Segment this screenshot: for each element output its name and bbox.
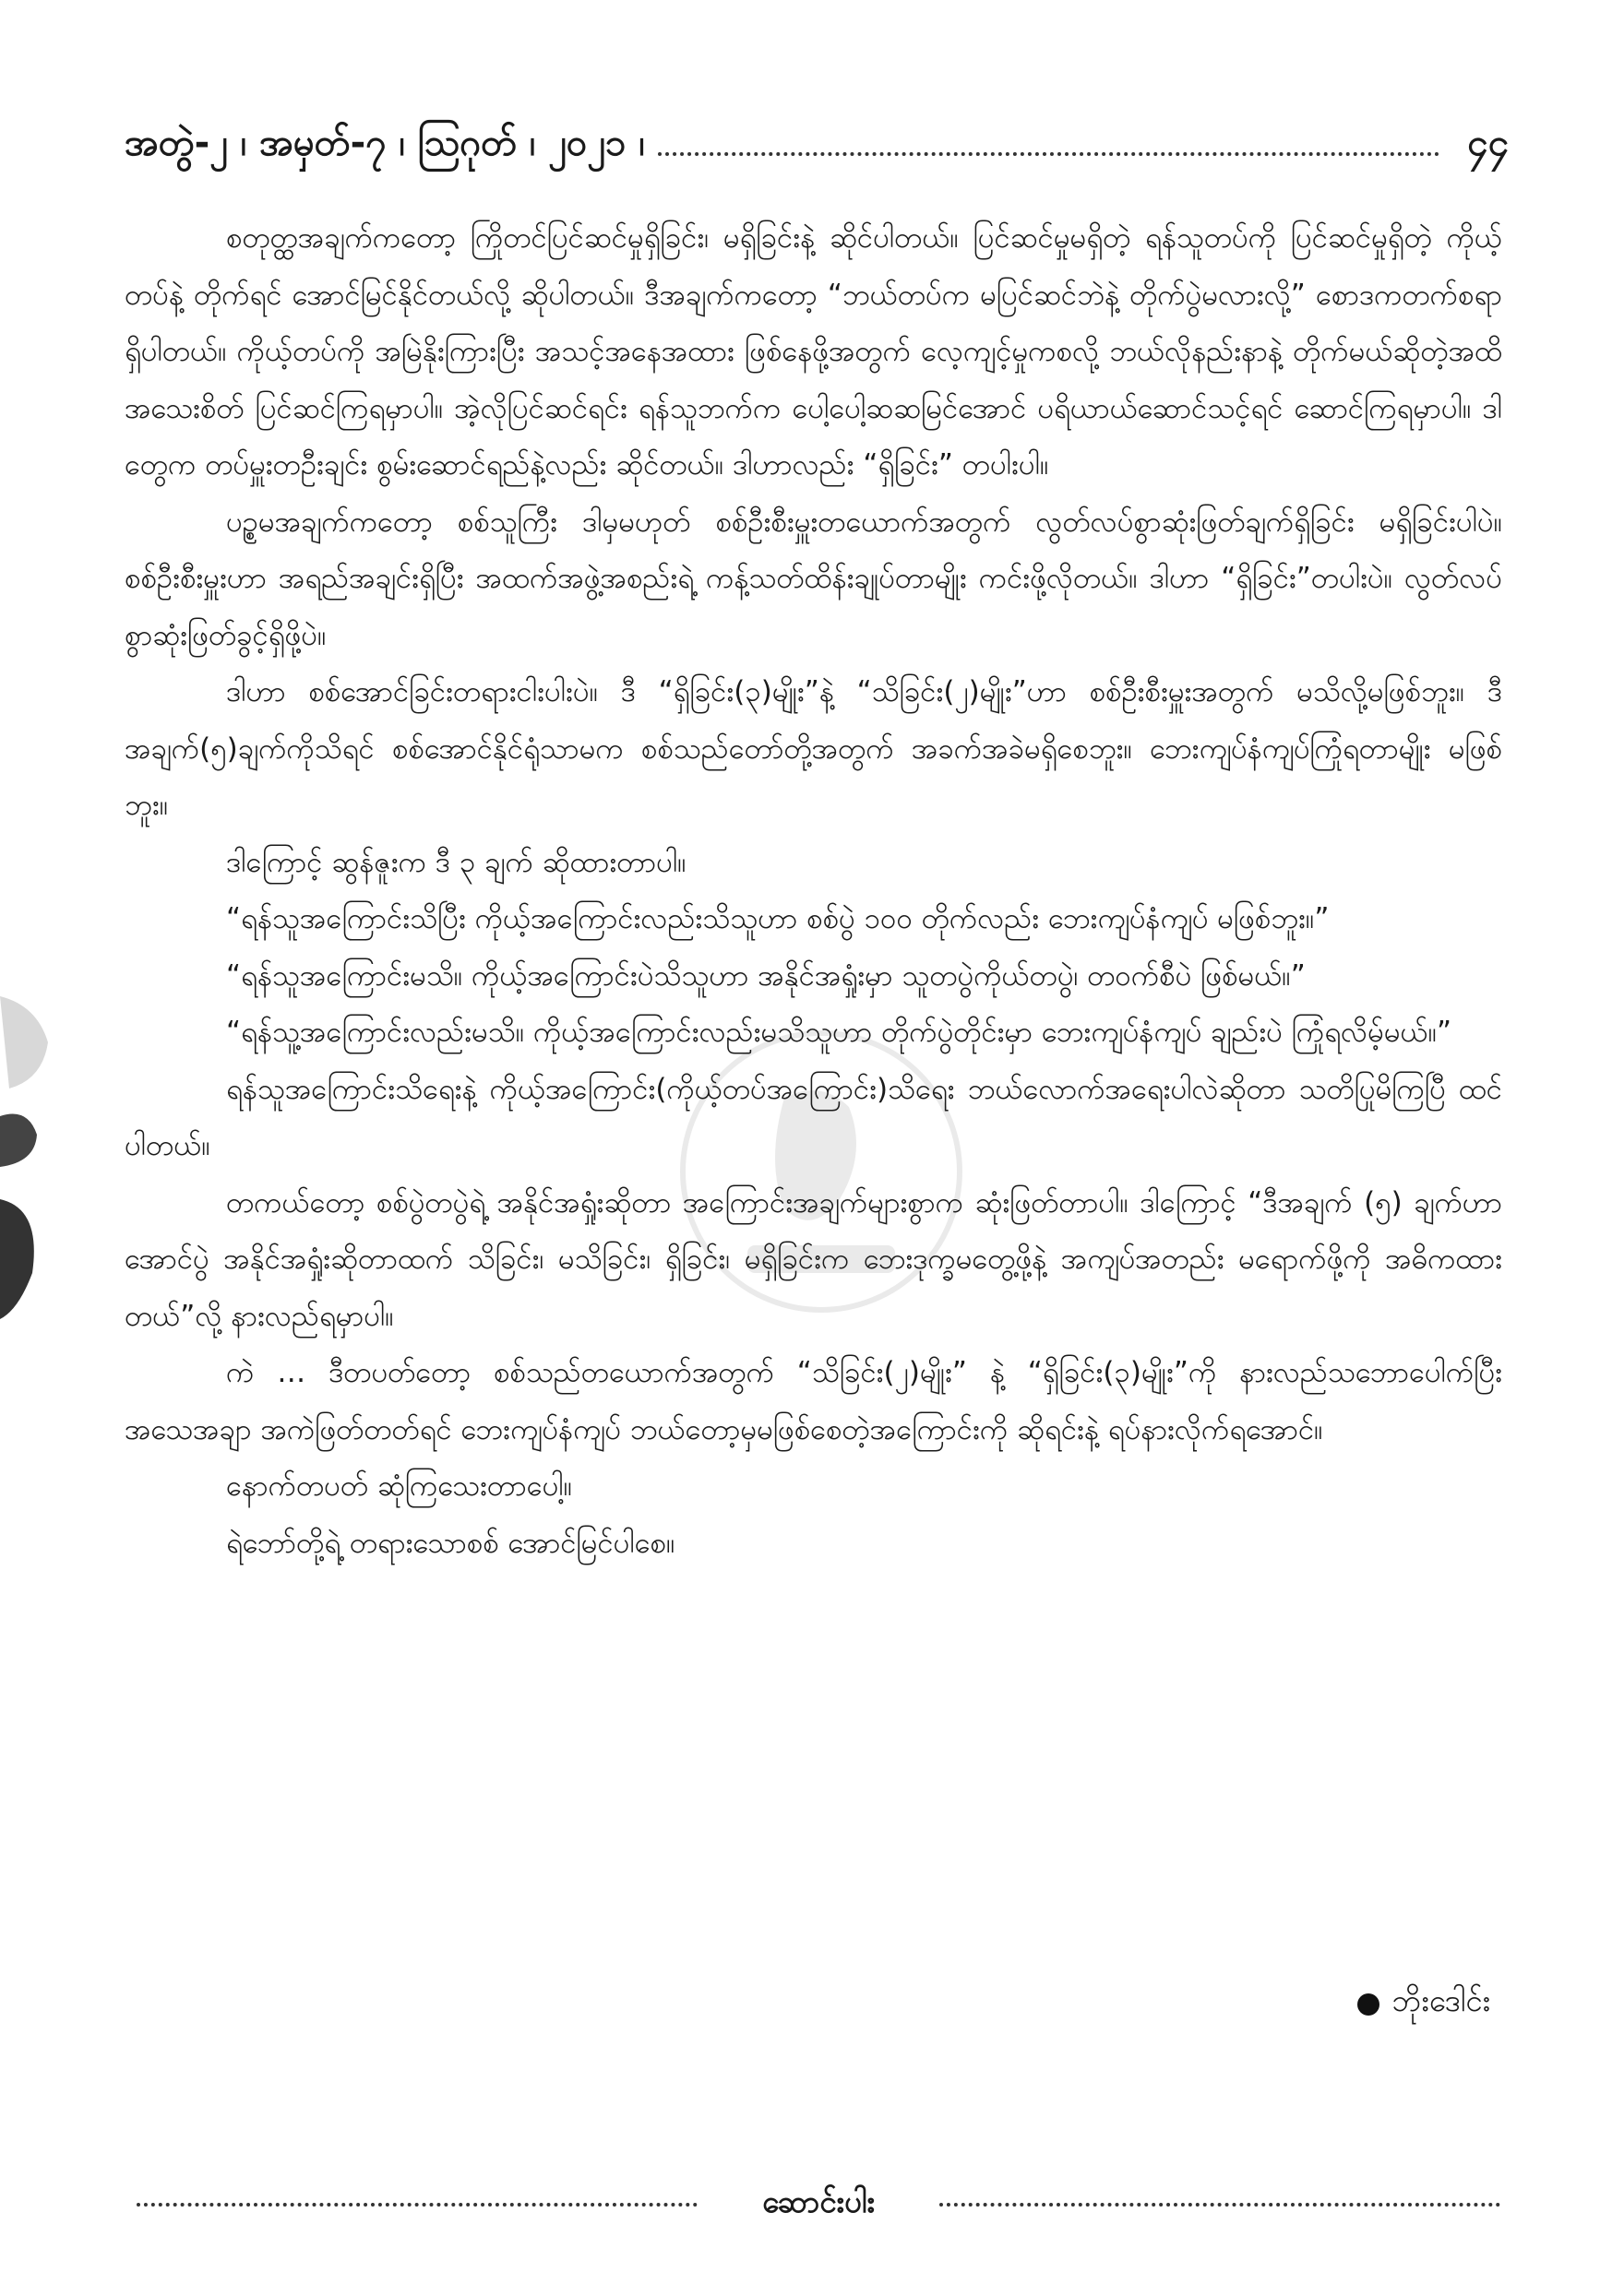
paragraph: ရဲဘော်တို့ရဲ့ တရားသောစစ် အောင်မြင်ပါစေ။	[226, 1526, 675, 1560]
side-logo-fragment	[0, 978, 55, 1365]
footer-dotted-rule-left	[137, 2203, 698, 2207]
footer-dotted-rule-right	[939, 2203, 1500, 2207]
paragraph: “ရန်သူ့အကြောင်းလည်းမသိ။ ကိုယ့်အကြောင်းလည်းမသိသူဟာ တိုက်ပွဲတိုင်းမှာ ဘေးကျပ်နံကျပ် ချည်းပဲ ကြုံရလိမ့်မယ်။”	[226, 1016, 1452, 1049]
paragraph: စတုတ္ထအချက်ကတော့ ကြိုတင်ပြင်ဆင်မှုရှိခြင်း၊ မရှိခြင်းနဲ့ ဆိုင်ပါတယ်။ ပြင်ဆင်မှုမရှိတဲ့ ရန်သူတပ်ကို ပြင်ဆင်မှုရှိတဲ့ ကိုယ့်တပ်နဲ့ တိုက်ရင် အောင်မြင်နိုင်တယ်လို့ ဆိုပါတယ်။ ဒီအချက်ကတော့ “ဘယ်တပ်က မပြင်ဆင်ဘဲနဲ့ တိုက်ပွဲမလားလို့” စောဒကတက်စရာ ရှိပါတယ်။ ကိုယ့်တပ်ကို အမြဲနိုးကြားပြီး အသင့်အနေအထား ဖြစ်နေဖို့အတွက် လေ့ကျင့်မှုကစလို့ ဘယ်လိုနည်းနာနဲ့ တိုက်မယ်ဆိုတဲ့အထိ အသေးစိတ် ပြင်ဆင်ကြရမှာပါ။ အဲ့လိုပြင်ဆင်ရင်း ရန်သူဘက်က ပေါ့ပေါ့ဆဆမြင်အောင် ပရိယာယ်ဆောင်သင့်ရင် ဆောင်ကြရမှာပါ။ ဒါတွေက တပ်မှူးတဦးချင်း စွမ်းဆောင်ရည်နဲ့လည်း ဆိုင်တယ်။ ဒါဟာလည်း “ရှိခြင်း” တပါးပါ။	[125, 221, 1502, 482]
paragraph: “ရန်သူအကြောင်းမသိ။ ကိုယ့်အကြောင်းပဲသိသူဟာ အနိုင်အရှုံးမှာ သူတပွဲကိုယ်တပွဲ၊ တဝက်စီပဲ ဖြစ်မယ်။”	[226, 958, 1306, 993]
paragraph: ရန်သူအကြောင်းသိရေးနဲ့ ကိုယ့်အကြောင်း(ကိုယ့်တပ်အကြောင်း)သိရေး ဘယ်လောက်အရေးပါလဲဆိုတာ သတိပြုမိကြပြီ ထင်ပါတယ်။	[125, 1072, 1502, 1162]
issue-title: အတွဲ-၂ ၊ အမှတ်-၇ ၊ ဩဂုတ် ၊ ၂၀၂၁ ၊	[125, 121, 645, 164]
paragraph: ဒါကြောင့် ဆွန်ဇူးက ဒီ ၃ ချက် ဆိုထားတာပါ။	[226, 845, 687, 879]
page-number: ၄၄	[1467, 121, 1509, 164]
author-name: ဘိုးဒေါင်း	[1391, 1982, 1490, 2018]
header-dotted-rule	[658, 152, 1439, 156]
paragraph: ကဲ … ဒီတပတ်တော့ စစ်သည်တယောက်အတွက် “သိခြင်း(၂)မျိုး” နဲ့ “ရှိခြင်း(၃)မျိုး”ကို နားလည်သဘောပေါက်ပြီး အသေအချာ အကဲဖြတ်တတ်ရင် ဘေးကျပ်နံကျပ် ဘယ်တော့မှမဖြစ်စေတဲ့အကြောင်းကို ဆိုရင်းနဲ့ ရပ်နားလိုက်ရအောင်။	[125, 1356, 1502, 1446]
bullet-icon	[1357, 1993, 1379, 2016]
author-signature	[1357, 1981, 1490, 2027]
paragraph: ပဉ္စမအချက်ကတော့ စစ်သူကြီး ဒါမှမဟုတ် စစ်ဦးစီးမှူးတယောက်အတွက် လွတ်လပ်စွာဆုံးဖြတ်ချက်ရှိခြင်း မရှိခြင်းပါပဲ။ စစ်ဦးစီးမှူးဟာ အရည်အချင်းရှိပြီး အထက်အဖွဲ့အစည်းရဲ့ ကန့်သတ်ထိန်းချုပ်တာမျိုး ကင်းဖို့လိုတယ်။ ဒါဟာ “ရှိခြင်း”တပါးပဲ။ လွတ်လပ်စွာဆုံးဖြတ်ခွင့်ရှိဖို့ပဲ။	[125, 505, 1502, 652]
paragraph: “ရန်သူအကြောင်းသိပြီး ကိုယ့်အကြောင်းလည်းသိသူဟာ စစ်ပွဲ ၁၀၀ တိုက်လည်း ဘေးကျပ်နံကျပ် မဖြစ်ဘူး။”	[226, 902, 1330, 935]
paragraph: တကယ်တော့ စစ်ပွဲတပွဲရဲ့ အနိုင်အရှုံးဆိုတာ အကြောင်းအချက်များစွာက ဆုံးဖြတ်တာပါ။ ဒါကြောင့် “ဒီအချက် (၅) ချက်ဟာ အောင်ပွဲ အနိုင်အရှုံးဆိုတာထက် သိခြင်း၊ မသိခြင်း၊ ရှိခြင်း၊ မရှိခြင်းက ဘေးဒုက္ခမတွေ့ဖို့နဲ့ အကျပ်အတည်း မရောက်ဖို့ကို အဓိကထားတယ်”လို့ နားလည်ရမှာပါ။	[125, 1185, 1502, 1333]
article-body	[125, 210, 1502, 1572]
paragraph: နောက်တပတ် ဆုံကြသေးတာပေါ့။	[226, 1469, 573, 1503]
paragraph: ဒါဟာ စစ်အောင်ခြင်းတရားငါးပါးပဲ။ ဒီ “ရှိခြင်း(၃)မျိုး”နဲ့ “သိခြင်း(၂)မျိုး”ဟာ စစ်ဦးစီးမှူးအတွက် မသိလို့မဖြစ်ဘူး။ ဒီအချက်(၅)ချက်ကိုသိရင် စစ်အောင်နိုင်ရုံသာမက စစ်သည်တော်တို့အတွက် အခက်အခဲမရှိစေဘူး။ ဘေးကျပ်နံကျပ်ကြုံရတာမျိုး မဖြစ်ဘူး။	[125, 675, 1502, 822]
page-header	[125, 109, 1509, 183]
page-footer	[137, 2177, 1500, 2232]
section-label: ဆောင်းပါး	[762, 2183, 875, 2219]
